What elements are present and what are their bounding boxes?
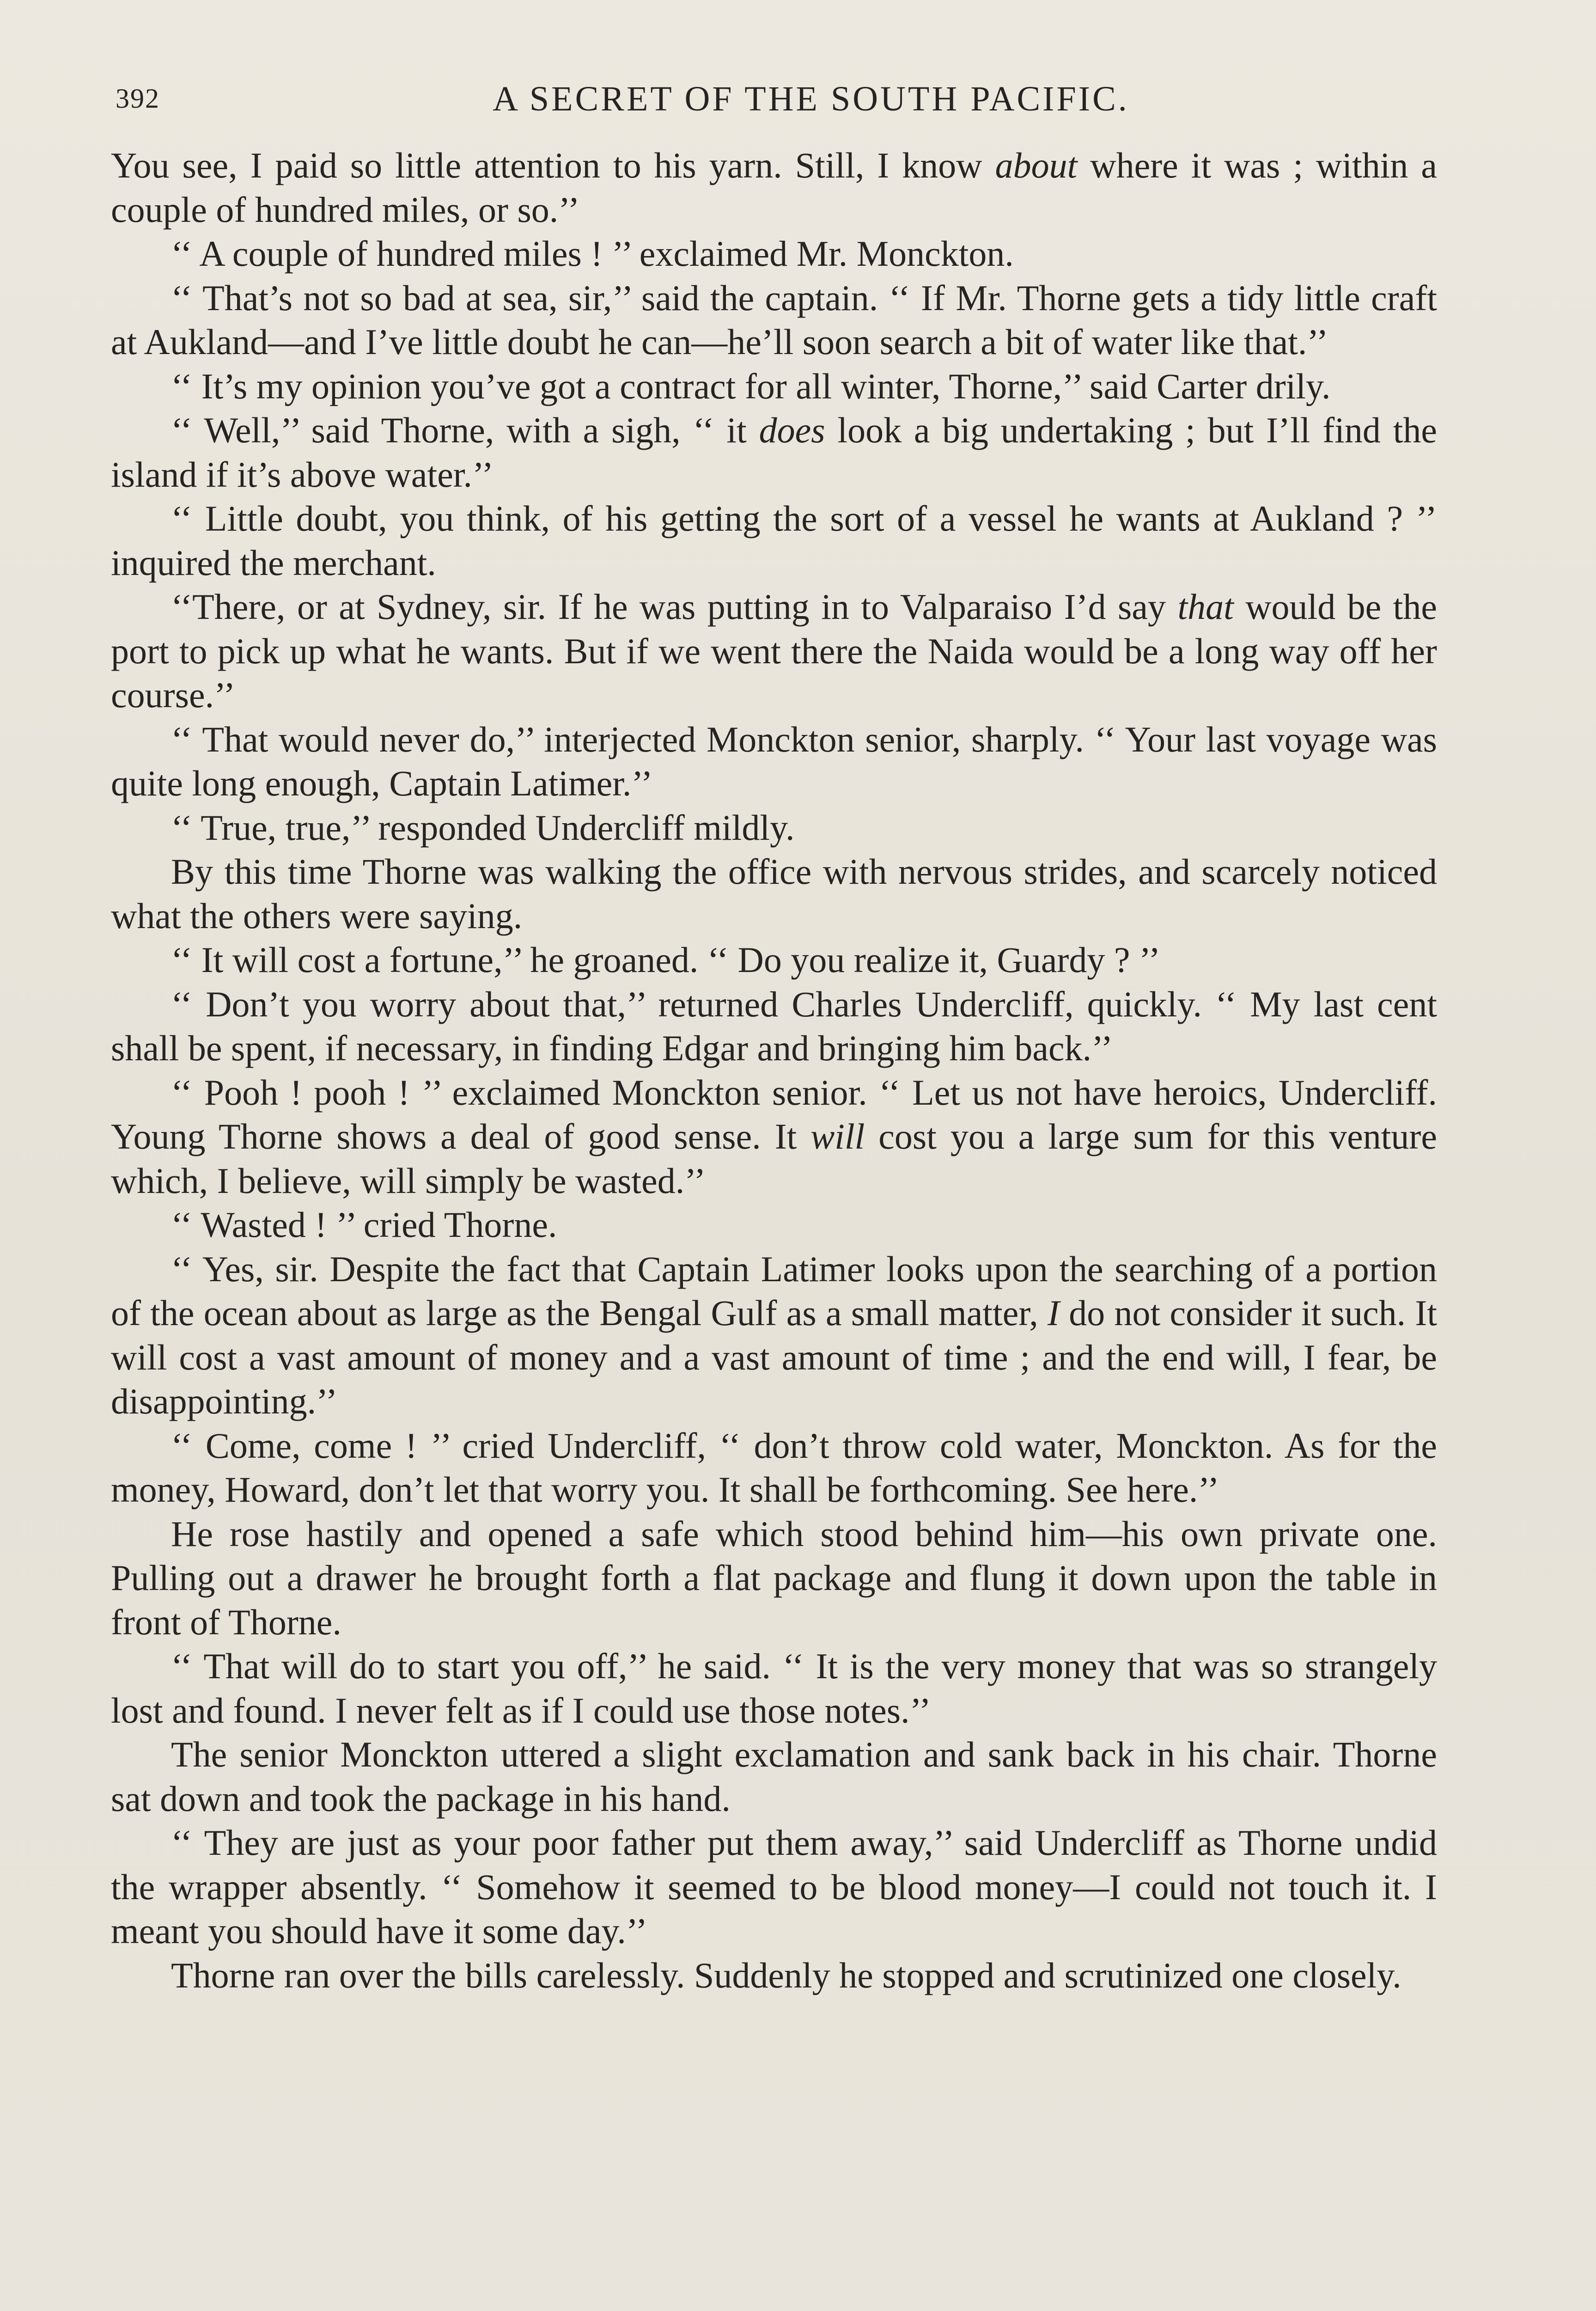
running-title: A SECRET OF THE SOUTH PACIFIC.	[493, 79, 1129, 118]
paragraph-text: Thorne ran over the bills carelessly. Suddenly he stopped and scrutinized one closely.	[171, 1955, 1401, 1995]
italic-text: that	[1177, 587, 1234, 627]
paragraph-text: do not consider it such. It will cost a vast amount of money and a vast amount of time ; and the end will, I fear, be disappointing.’’	[111, 1293, 1438, 1421]
paragraph-text: ‘‘ Little doubt, you think, of his getting the sort of a vessel he wants at Aukland ? ’’ inquired the merchant.	[111, 498, 1437, 583]
paragraph	[111, 496, 1437, 585]
italic-text: will	[810, 1116, 865, 1156]
paragraph-text: ‘‘ Yes, sir. Despite the fact that Captain Latimer looks upon the searching of a portion of the ocean about as large as the Bengal Gulf as a small matter,	[111, 1248, 1437, 1333]
paragraph-text: ‘‘ That would never do,’’ interjected Monckton senior, sharply. ‘‘ Your last voyage was quite long enough, Captain Latimer.’’	[111, 719, 1437, 803]
paragraph	[111, 1070, 1437, 1203]
paragraph-text: ‘‘ A couple of hundred miles ! ’’ exclaimed Mr. Monckton.	[171, 233, 1014, 274]
paragraph	[111, 1203, 1437, 1247]
paragraph-text: He rose hastily and opened a safe which stood behind him—his own private one. Pulling out a drawer he brought forth a flat package and flung it down upon the table in front of Thorne.	[111, 1513, 1437, 1642]
paragraph	[111, 1821, 1437, 1953]
paragraph	[111, 408, 1437, 496]
italic-text: does	[759, 410, 825, 450]
body-text	[111, 143, 1437, 1997]
paragraph	[111, 1247, 1437, 1424]
paragraph-text: You see, I paid so little attention to his yarn. Still, I know	[111, 145, 995, 185]
paragraph-text: would be the port to pick up what he wants. But if we went there the Naida would be a long way off her course.’’	[111, 587, 1437, 715]
page-number: 392	[116, 83, 160, 114]
paragraph-text: ‘‘ Pooh ! pooh ! ’’ exclaimed Monckton senior. ‘‘ Let us not have heroics, Undercliff. Young Thorne shows a deal of good sense. It	[111, 1072, 1437, 1156]
paragraph-text: By this time Thorne was walking the office with nervous strides, and scarcely noticed what the others were saying.	[111, 851, 1437, 936]
paragraph-text: ‘‘ Wasted ! ’’ cried Thorne.	[171, 1204, 557, 1245]
paragraph-text: The senior Monckton uttered a slight exclamation and sank back in his chair. Thorne sat down and took the package in his hand.	[111, 1734, 1437, 1819]
paragraph	[111, 276, 1437, 364]
paragraph-text: ‘‘ That will do to start you off,’’ he said. ‘‘ It is the very money that was so strangely lost and found. I never felt as if I could use those notes.’’	[111, 1646, 1437, 1730]
paragraph	[111, 717, 1437, 806]
paragraph	[111, 585, 1437, 717]
italic-text: I	[1048, 1293, 1060, 1333]
paragraph	[111, 850, 1437, 938]
page-header	[111, 76, 1437, 127]
italic-text: about	[995, 145, 1078, 185]
paragraph	[111, 982, 1437, 1070]
paragraph	[111, 938, 1437, 982]
paragraph-text: ‘‘There, or at Sydney, sir. If he was putting in to Valparaiso I’d say	[171, 587, 1178, 627]
paragraph-text: ‘‘ They are just as your poor father put them away,’’ said Undercliff as Thorne undid the wrapper absently. ‘‘ Somehow it seemed to be blood money—I could not touch it. I meant you should have it some day.’’	[111, 1822, 1437, 1951]
paragraph-text: ‘‘ True, true,’’ responded Undercliff mildly.	[171, 807, 795, 848]
paragraph-text: ‘‘ It will cost a fortune,’’ he groaned. ‘‘ Do you realize it, Guardy ? ’’	[171, 940, 1161, 980]
paragraph-text: where it was ; within a couple of hundred miles, or so.’’	[111, 145, 1437, 230]
paragraph-text: look a big undertaking ; but I’ll find the island if it’s above water.’’	[111, 410, 1437, 495]
paragraph-text: ‘‘ It’s my opinion you’ve got a contract for all winter, Thorne,’’ said Carter drily.	[171, 366, 1331, 406]
paragraph	[111, 1953, 1437, 1998]
paragraph-text: ‘‘ Well,’’ said Thorne, with a sigh, ‘‘ it	[171, 410, 759, 450]
paragraph-text: ‘‘ Come, come ! ’’ cried Undercliff, ‘‘ don’t throw cold water, Monckton. As for the money, Howard, don’t let that worry you. It shall be forthcoming. See here.’’	[111, 1425, 1437, 1510]
paragraph-text: ‘‘ That’s not so bad at sea, sir,’’ said the captain. ‘‘ If Mr. Thorne gets a tidy little craft at Aukland—and I’ve little doubt he can—he’ll soon search a bit of water like that.’’	[111, 277, 1437, 362]
paragraph	[111, 364, 1437, 409]
paragraph-text: ‘‘ Don’t you worry about that,’’ returned Charles Undercliff, quickly. ‘‘ My last cent shall be spent, if necessary, in finding Edgar and bringing him back.’’	[111, 984, 1437, 1068]
paragraph	[111, 1644, 1437, 1732]
paragraph	[111, 1732, 1437, 1821]
paragraph	[111, 806, 1437, 850]
paragraph	[111, 1424, 1437, 1512]
paragraph	[111, 232, 1437, 276]
paragraph	[111, 143, 1437, 232]
paragraph-text: cost you a large sum for this venture which, I believe, will simply be wasted.’’	[111, 1116, 1437, 1201]
paragraph	[111, 1512, 1437, 1645]
